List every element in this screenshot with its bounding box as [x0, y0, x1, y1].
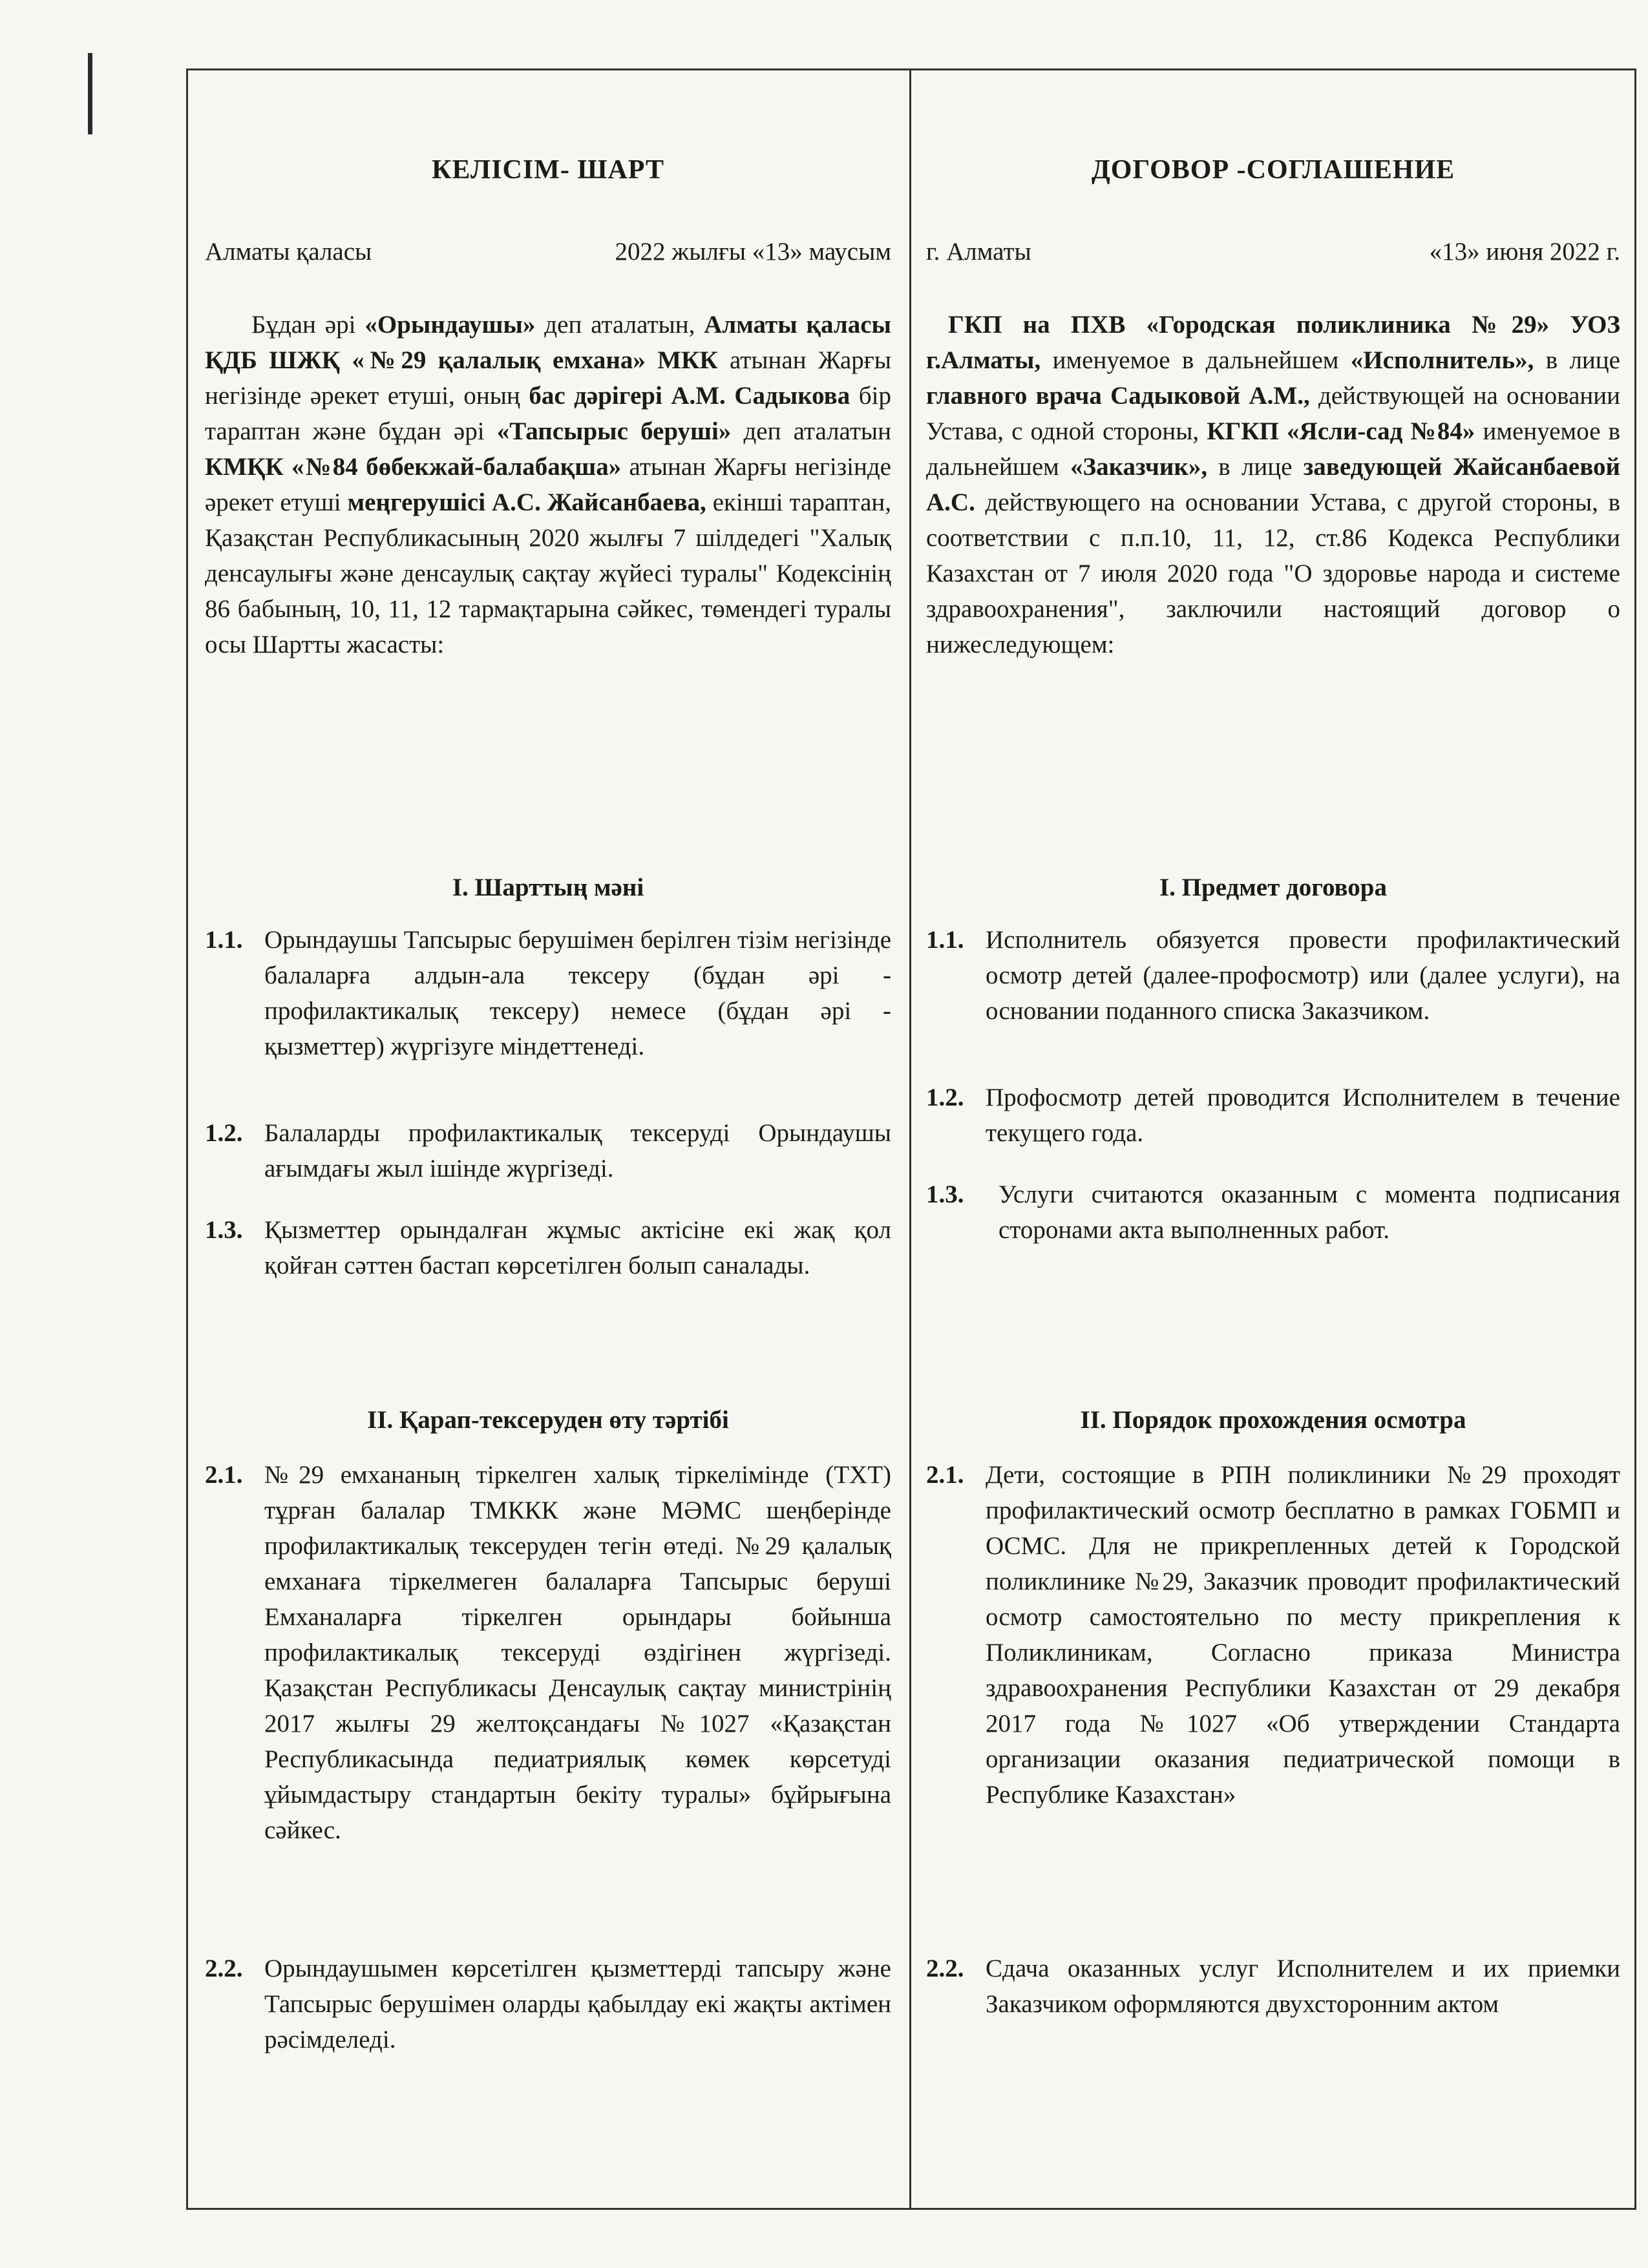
kk-clause-text: Орындаушы Тапсырыс берушімен берілген тізім негізінде балаларға алдын-ала тексеру (бұдан әрі - профилактикалық тексеру) немесе (бұдан әрі - қызметтер) жүргізуге міндеттенеді. [264, 926, 891, 1060]
kk-title: КЕЛІСІМ- ШАРТ [432, 155, 664, 185]
bold-run: бас дәрігері А.М. Садыкова [529, 382, 850, 410]
bold-run: меңгерушісі А.С. Жайсанбаева, [347, 488, 706, 516]
text-run: деп аталатын [731, 417, 891, 445]
ru-intro [926, 307, 1620, 662]
ru-clause-number: 2.2. [926, 1955, 964, 1982]
kk-section-2-title: II. Қарап-тексеруден өту тәртібі [367, 1406, 729, 1434]
scan-edge-mark [88, 53, 92, 134]
bold-run: КГКП «Ясли-сад №84» [1207, 417, 1475, 445]
kk-intro [205, 307, 891, 662]
ru-section-2-title: II. Порядок прохождения осмотра [1080, 1406, 1466, 1434]
kk-clause-2-1 [205, 1457, 891, 1848]
contract-table [186, 68, 1636, 2210]
ru-section-1-title: I. Предмет договора [1159, 874, 1387, 901]
kk-clause-number: 1.2. [205, 1119, 243, 1147]
kk-clause-text: Балаларды профилактикалық тексеруді Орындаушы ағымдағы жыл ішінде жүргізеді. [264, 1119, 891, 1182]
kk-clause-number: 2.2. [205, 1955, 243, 1982]
bold-run: главного врача Садыковой А.М., [926, 382, 1310, 410]
ru-title: ДОГОВОР -СОГЛАШЕНИЕ [1091, 155, 1455, 185]
text-run: бір тараптан және бұдан әрі [205, 382, 891, 445]
text-run: в лице [1207, 453, 1304, 481]
ru-clause-text: Сдача оказанных услуг Исполнителем и их приемки Заказчиком оформляются двухсторонним актом [986, 1955, 1620, 2018]
ru-clause-number: 1.3. [926, 1181, 964, 1208]
text-run: действующей на основании Устава, с одной стороны, [926, 382, 1621, 445]
kk-clause-1-1 [205, 922, 891, 1064]
kk-clause-number: 2.1. [205, 1461, 243, 1489]
bold-run: «Исполнитель», [1350, 346, 1534, 374]
text-run: действующего на основании Устава, с другой стороны, в соответствии с п.п.10, 11, 12, ст.86 Кодекса Республики Казахстан от 7 июля 2020 года "О здоровье народа и системе здравоохранения", заключили настоящий договор о нижеследующем: [926, 488, 1620, 658]
bold-run: «Орындаушы» [364, 311, 536, 339]
kk-date: 2022 жылғы «13» маусым [615, 238, 891, 266]
kk-clause-1-2 [205, 1115, 891, 1186]
ru-clause-number: 1.1. [926, 926, 964, 954]
bold-run: КМҚК «№84 бөбекжай-балабақша» [205, 453, 622, 481]
text-run: деп аталатын, [535, 311, 704, 339]
kk-clause-text: Қызметтер орындалған жұмыс актісіне екі жақ қол қойған сәттен бастап көрсетілген болып саналады. [264, 1216, 891, 1279]
ru-clause-1-2 [926, 1080, 1620, 1151]
kk-clause-text: Орындаушымен көрсетілген қызметтерді тапсыру және Тапсырыс берушімен оларды қабылдау екі жақты актімен рәсімделеді. [264, 1955, 891, 2053]
text-run: именуемое в дальнейшем [1041, 346, 1351, 374]
text-run: атынан Жарғы негізінде әрекет етуші, оның [205, 346, 891, 410]
kk-clause-2-2 [205, 1951, 891, 2057]
ru-clause-2-2 [926, 1951, 1620, 2022]
kk-city: Алматы қаласы [205, 238, 372, 266]
kk-dateline [205, 237, 891, 266]
ru-clause-text: Дети, состоящие в РПН поликлиники №29 проходят профилактический осмотр бесплатно в рамках ГОБМП и ОСМС. Для не прикрепленных детей к Городской поликлинике №29, Заказчик проводит профилактический осмотр самостоятельно по месту прикрепления к Поликлиникам, Согласно приказа Министра здравоохранения Республики Казахстан от 29 декабря 2017 года №1027 «Об утверждении Стандарта организации оказания педиатрической помощи в Республике Казахстан» [986, 1461, 1620, 1809]
text-run: атынан Жарғы негізінде әрекет етуші [205, 453, 891, 516]
bold-run: заведующей Жайсанбаевой А.С. [926, 453, 1620, 516]
ru-clause-1-1 [926, 922, 1620, 1029]
ru-clause-number: 1.2. [926, 1084, 964, 1111]
kk-clause-text: №29 емхананың тіркелген халық тіркелімінде (ТХТ) тұрған балалар ТМККК және МӘМС шеңберінде профилактикалық тексеруден тегін өтеді. №29 қалалық емханаға тіркелмеген балаларға Тапсырыс беруші Емханаларға тіркелген орындары бойынша профилактикалық тексеруді өздігінен жүргізеді. Қазақстан Республикасы Денсаулық сақтау министрінің 2017 жылғы 29 желтоқсандағы №1027 «Қазақстан Республикасында педиатриялық көмек көрсетуді ұйымдастыру стандартын бекіту туралы» бұйрығына сәйкес. [264, 1461, 891, 1844]
ru-clause-1-3 [926, 1177, 1620, 1248]
bold-run: Алматы қаласы ҚДБ ШЖҚ «№29 қалалық емхана» МКК [205, 311, 891, 374]
bold-run: ГКП на ПХВ «Городская поликлиника №29» УОЗ г.Алматы, [926, 311, 1620, 374]
ru-dateline [926, 237, 1620, 266]
kk-clause-number: 1.1. [205, 926, 243, 954]
kk-section-1-title: I. Шарттың мәні [452, 874, 644, 901]
bold-run: «Тапсырыс беруші» [496, 417, 732, 445]
text-run: в лице [1534, 346, 1620, 374]
kk-clause-1-3 [205, 1212, 891, 1283]
kk-clause-number: 1.3. [205, 1216, 243, 1244]
text-run: Бұдан әрі [251, 311, 365, 339]
ru-clause-text: Исполнитель обязуется провести профилактический осмотр детей (далее-профосмотр) или (далее услуги), на основании поданного списка Заказчиком. [986, 926, 1620, 1025]
text-run: екінші тараптан, Қазақстан Республикасының 2020 жылғы 7 шілдедегі "Халық денсаулығы және денсаулық сақтау жүйесі туралы" Кодексінің 86 бабының, 10, 11, 12 тармақтарына сәйкес, төмендегі туралы осы Шартты жасасты: [205, 488, 891, 658]
column-divider [909, 70, 911, 2208]
ru-clause-text: Услуги считаются оказанным с момента подписания сторонами акта выполненных работ. [998, 1181, 1620, 1244]
ru-clause-2-1 [926, 1457, 1620, 1812]
ru-city: г. Алматы [926, 238, 1031, 266]
ru-clause-number: 2.1. [926, 1461, 964, 1489]
text-run: именуемое в дальнейшем [926, 417, 1620, 481]
ru-clause-text: Профосмотр детей проводится Исполнителем в течение текущего года. [986, 1084, 1620, 1147]
bold-run: «Заказчик», [1070, 453, 1208, 481]
ru-date: «13» июня 2022 г. [1429, 238, 1620, 266]
